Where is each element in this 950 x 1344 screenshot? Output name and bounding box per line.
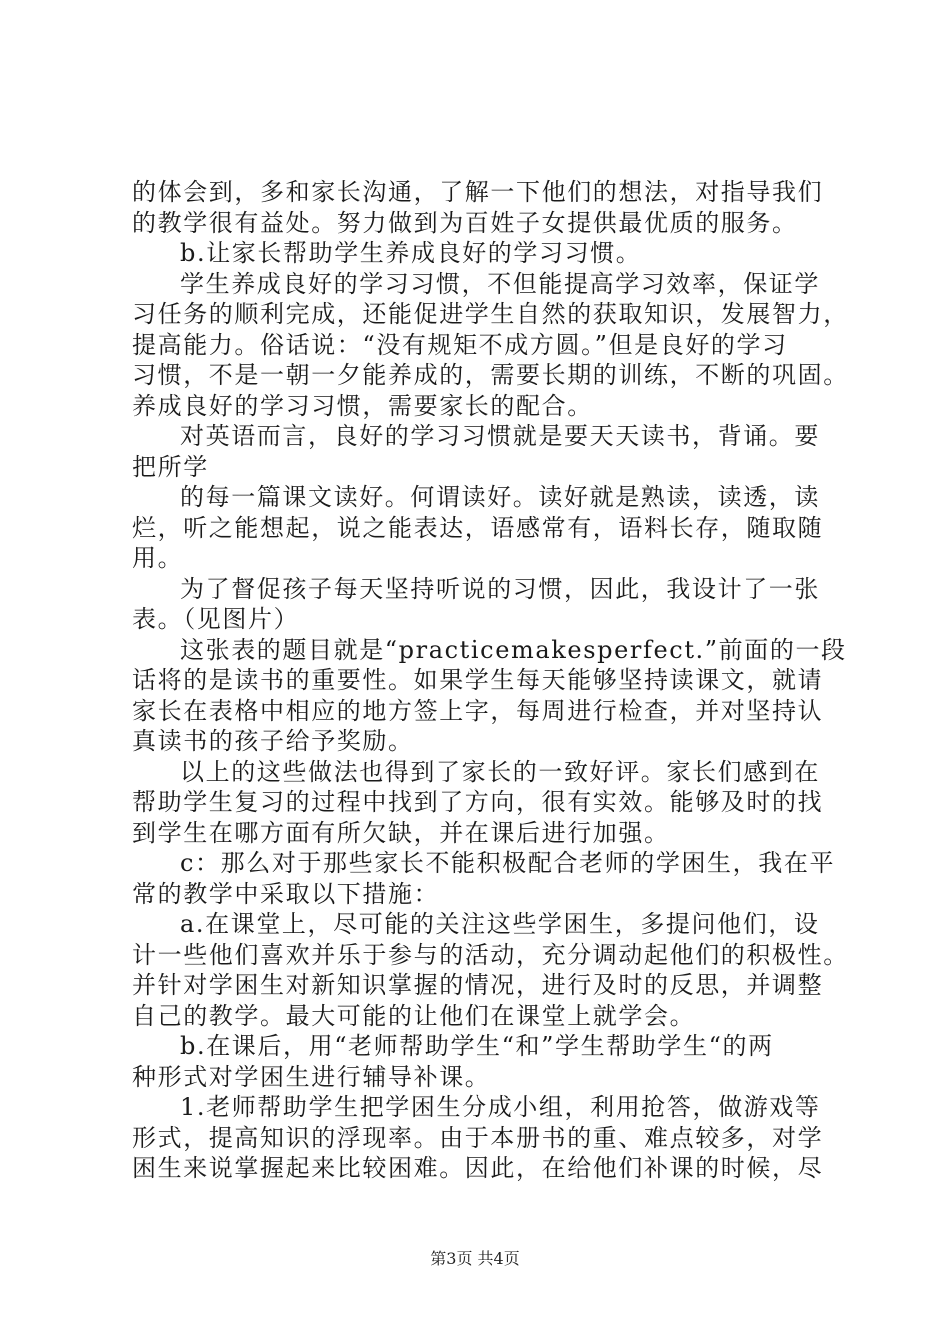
text-line: b.让家长帮助学生养成良好的学习习惯。 bbox=[180, 239, 642, 267]
text-line: 困生来说掌握起来比较困难。因此，在给他们补课的时候，尽 bbox=[132, 1154, 824, 1182]
page-footer: 第3页 共4页 bbox=[430, 1249, 520, 1268]
text-line: 家长在表格中相应的地方签上字，每周进行检查，并对坚持认 bbox=[132, 696, 824, 725]
text-line: 为了督促孩子每天坚持听说的习惯，因此，我设计了一张 bbox=[180, 574, 820, 603]
text-line: 的教学很有益处。努力做到为百姓子女提供最优质的服务。 bbox=[132, 208, 798, 237]
text-line: 形式，提高知识的浮现率。由于本册书的重、难点较多，对学 bbox=[132, 1123, 824, 1152]
text-line: 这张表的题目就是“practicemakesperfect.”前面的一段 bbox=[180, 635, 847, 664]
text-line: a.在课堂上，尽可能的关注这些学困生，多提问他们，设 bbox=[180, 910, 820, 938]
text-line: b.在课后，用“老师帮助学生“和”学生帮助学生“的两 bbox=[180, 1032, 774, 1060]
text-line: 养成良好的学习习惯，需要家长的配合。 bbox=[132, 391, 593, 420]
text-line: 烂，听之能想起，说之能表达，语感常有，语料长存，随取随 bbox=[132, 513, 824, 542]
text-line: 的每一篇课文读好。何谓读好。读好就是熟读，读透，读 bbox=[180, 483, 820, 511]
text-line: 种形式对学困生进行辅导补课。 bbox=[132, 1062, 491, 1091]
text-line: 并针对学困生对新知识掌握的情况，进行及时的反思，并调整 bbox=[132, 971, 824, 999]
text-line: 用。 bbox=[132, 544, 184, 572]
text-line: 计一些他们喜欢并乐于参与的活动，充分调动起他们的积极性。 bbox=[132, 940, 849, 969]
text-line: 提高能力。俗话说：“没有规矩不成方圆。”但是良好的学习 bbox=[132, 330, 788, 359]
text-line: 真读书的孩子给予奖励。 bbox=[132, 727, 414, 755]
text-line: 对英语而言，良好的学习习惯就是要天天读书，背诵。要 bbox=[180, 422, 820, 450]
text-line: 学生养成良好的学习习惯，不但能提高学习效率，保证学 bbox=[180, 269, 820, 298]
body-text bbox=[132, 177, 849, 1184]
text-line: 话将的是读书的重要性。如果学生每天能够坚持读课文，就请 bbox=[132, 666, 824, 694]
text-line: 自己的教学。最大可能的让他们在课堂上就学会。 bbox=[132, 1001, 696, 1030]
text-line: 习任务的顺利完成，还能促进学生自然的获取知识，发展智力， bbox=[132, 300, 849, 328]
text-line: 习惯，不是一朝一夕能养成的，需要长期的训练，不断的巩固。 bbox=[132, 361, 849, 389]
text-line: 到学生在哪方面有所欠缺，并在课后进行加强。 bbox=[132, 818, 670, 847]
text-line: 帮助学生复习的过程中找到了方向，很有实效。能够及时的找 bbox=[132, 788, 824, 816]
text-line: 的体会到，多和家长沟通，了解一下他们的想法，对指导我们 bbox=[132, 178, 824, 206]
text-line: 以上的这些做法也得到了家长的一致好评。家长们感到在 bbox=[180, 757, 820, 786]
text-line: 把所学 bbox=[132, 452, 209, 481]
text-line: 1.老师帮助学生把学困生分成小组，利用抢答，做游戏等 bbox=[180, 1093, 821, 1121]
text-line: 表。（见图片） bbox=[132, 605, 300, 633]
text-line: 常的教学中采取以下措施： bbox=[132, 879, 440, 908]
text-line: c：那么对于那些家长不能积极配合老师的学困生，我在平 bbox=[180, 849, 836, 877]
